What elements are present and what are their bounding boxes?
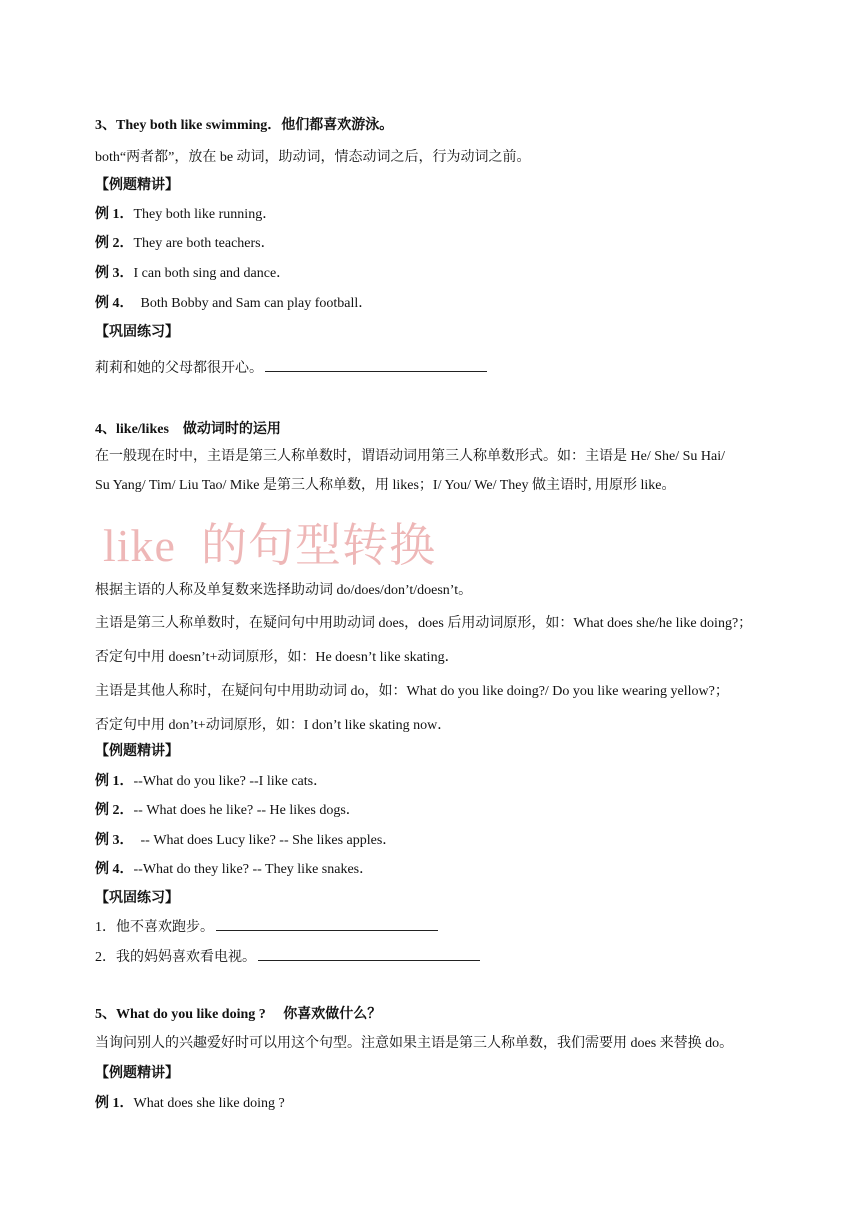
conversion-practice-title: 【巩固练习】 xyxy=(95,891,179,906)
section-4-line-2: Su Yang/ Tim/ Liu Tao/ Mike 是第三人称单数，用 likes；I/ You/ We/ They 做主语时, 用原形 like。 xyxy=(95,478,676,493)
conversion-line: 根据主语的人称及单复数来选择助动词 do/does/don’t/doesn’t。 xyxy=(95,583,473,598)
example-text: -- What does Lucy like? -- She likes apples． xyxy=(133,833,397,848)
section-5-heading: 5、What do you like doing ? 你喜欢做什么？ xyxy=(95,1007,382,1022)
answer-blank[interactable] xyxy=(265,359,487,372)
section-4-heading: 4、like/likes 做动词时的运用 xyxy=(95,422,281,437)
example-text: -- What does he like? -- He likes dogs． xyxy=(133,803,360,818)
answer-blank[interactable] xyxy=(258,948,480,961)
example-item xyxy=(95,831,396,851)
example-label: 例 4． xyxy=(95,296,134,311)
conversion-line: 否定句中用 doesn’t+动词原形，如：He doesn’t like skating． xyxy=(95,650,459,665)
practice-text: 2．我的妈妈喜欢看电视。 xyxy=(95,950,256,965)
example-text: --What do they like? -- They like snakes． xyxy=(133,862,374,877)
conversion-examples-title: 【例题精讲】 xyxy=(95,744,179,759)
example-label: 例 1． xyxy=(95,1096,134,1111)
example-item xyxy=(95,772,327,792)
example-label: 例 2． xyxy=(95,236,134,251)
example-text: --What do you like? --I like cats． xyxy=(133,774,328,789)
example-label: 例 1． xyxy=(95,774,134,789)
example-item xyxy=(95,234,275,254)
practice-item xyxy=(95,948,480,968)
section-4-line-1: 在一般现在时中，主语是第三人称单数时，谓语动词用第三人称单数形式。如：主语是 He/ She/ Su Hai/ xyxy=(95,449,725,464)
example-label: 例 2． xyxy=(95,803,134,818)
example-text: They are both teachers． xyxy=(133,236,275,251)
example-item xyxy=(95,860,373,880)
section-3-practice-title: 【巩固练习】 xyxy=(95,325,179,340)
example-text: What does she like doing ? xyxy=(133,1096,285,1111)
practice-text: 莉莉和她的父母都很开心。 xyxy=(95,361,263,376)
section-5-examples-title: 【例题精讲】 xyxy=(95,1066,179,1081)
document-page xyxy=(95,0,785,1216)
practice-text: 1．他不喜欢跑步。 xyxy=(95,920,214,935)
example-label: 例 3． xyxy=(95,833,134,848)
watermark-title: like 的句型转换 xyxy=(103,520,436,571)
section-3-examples-title: 【例题精讲】 xyxy=(95,178,179,193)
example-text: They both like running． xyxy=(133,207,277,222)
example-label: 例 4． xyxy=(95,862,134,877)
example-item xyxy=(95,1094,285,1114)
answer-blank[interactable] xyxy=(216,918,438,931)
conversion-line: 主语是第三人称单数时，在疑问句中用助动词 does，does 后用动词原形，如：What does she/he like doing?； xyxy=(95,616,753,631)
example-text: Both Bobby and Sam can play football． xyxy=(133,296,373,311)
example-item xyxy=(95,801,360,821)
example-item xyxy=(95,205,276,225)
section-3-note: both“两者都”，放在 be 动词，助动词，情态动词之后，行为动词之前。 xyxy=(95,150,531,165)
example-label: 例 1． xyxy=(95,207,134,222)
section-5-note: 当询问别人的兴趣爱好时可以用这个句型。注意如果主语是第三人称单数，我们需要用 does 来替换 do。 xyxy=(95,1036,734,1051)
practice-item xyxy=(95,359,487,379)
section-3-heading: 3、They both like swimming．他们都喜欢游泳。 xyxy=(95,118,394,133)
conversion-line: 否定句中用 don’t+动词原形，如：I don’t like skating now． xyxy=(95,718,452,733)
conversion-line: 主语是其他人称时，在疑问句中用助动词 do，如：What do you like doing?/ Do you like wearing yellow?； xyxy=(95,684,729,699)
example-item xyxy=(95,264,290,284)
practice-item xyxy=(95,918,438,938)
example-item xyxy=(95,294,372,314)
example-text: I can both sing and dance． xyxy=(133,266,291,281)
example-label: 例 3． xyxy=(95,266,134,281)
